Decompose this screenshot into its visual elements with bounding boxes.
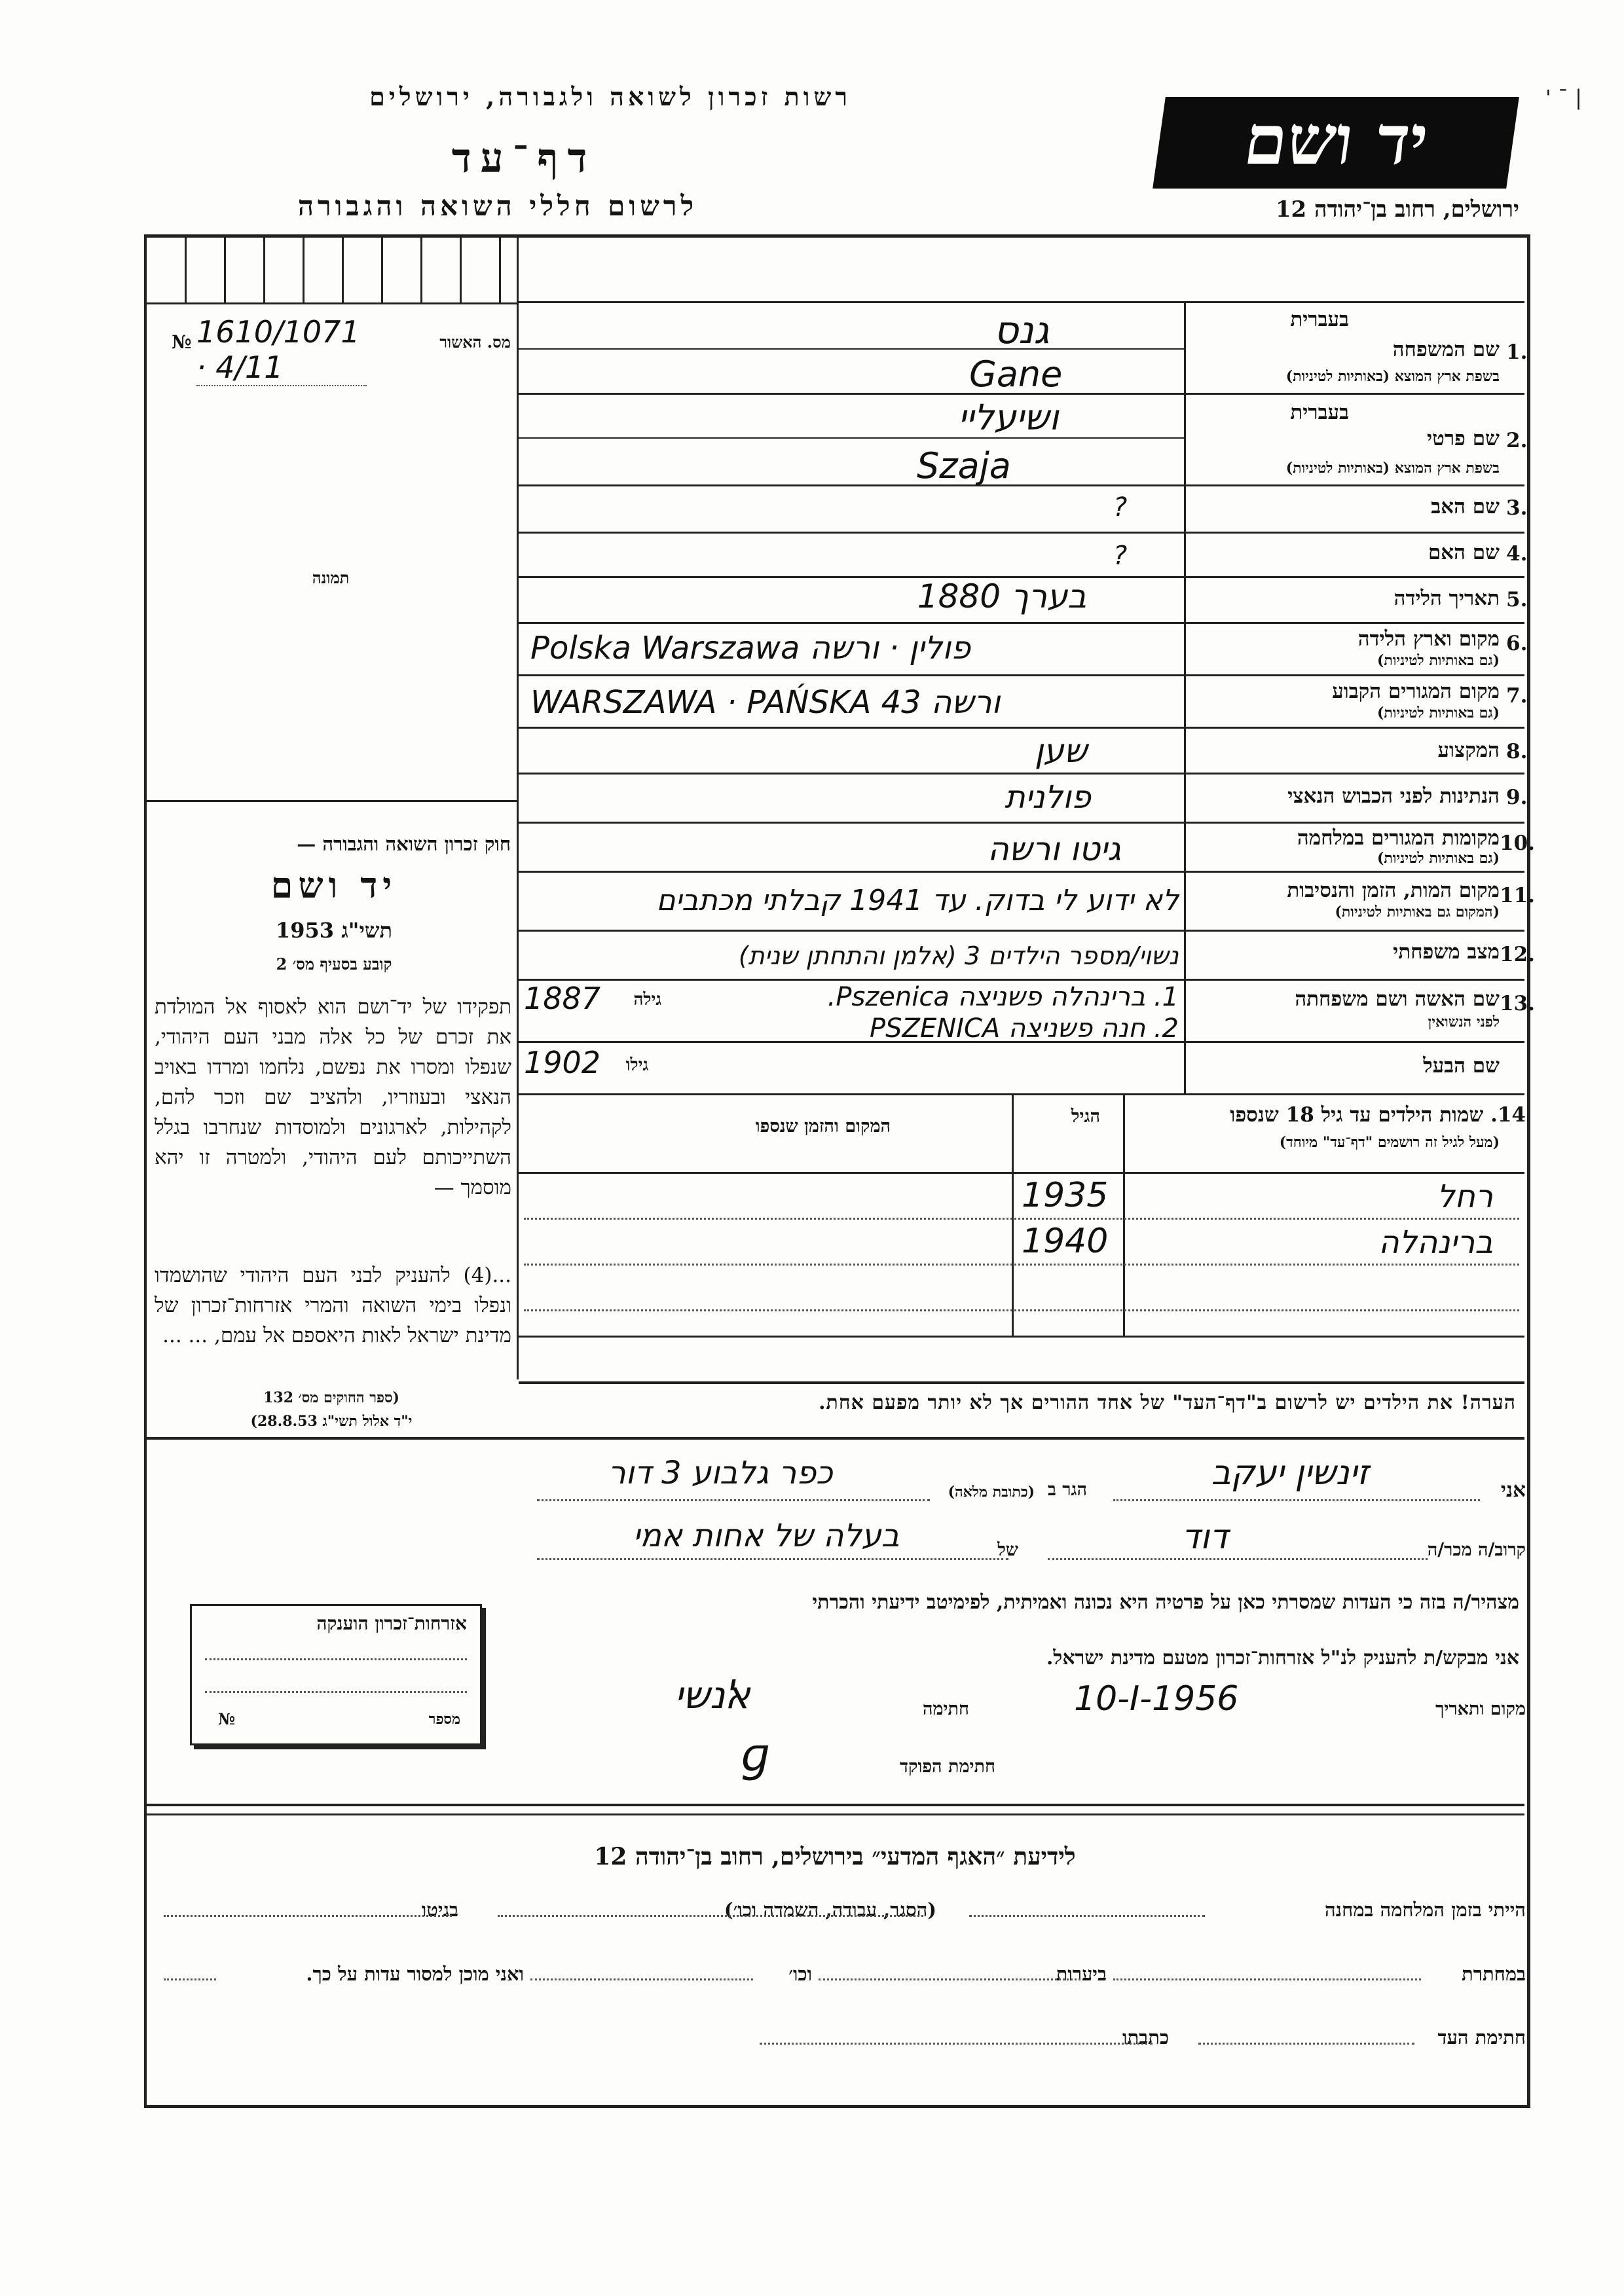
photo-label: תמונה: [312, 568, 350, 587]
label-column-divider: [1184, 301, 1186, 1093]
field-sub-2: בשפת ארץ המוצא (באותיות לטיניות): [1285, 460, 1500, 477]
field-num-3: 3.: [1506, 496, 1528, 520]
footer-l1-a: הייתי בזמן המלחמה במחנה: [1324, 1899, 1526, 1921]
law-text-2: ...(4) להעניק לבני העם היהודי שהושמדו ונפלו בימי השואה והמרי אזרחות־זכרון של מדינת ישראל לאות היאספם אל עמם, ... ...: [155, 1264, 511, 1347]
footer-title: לידיעת ״האגף המדעי״ בירושלים, רחוב בן־יהודה 12: [594, 1843, 1076, 1870]
law-name: יד ושם: [270, 864, 397, 906]
decl-date-value: 10-I-1956: [1074, 1679, 1239, 1719]
address: ירושלים, רחוב בן־יהודה 12: [1275, 196, 1519, 223]
law-text-1: תפקידו של יד־ושם הוא לאסוף אל המולדת את זכרם של כל אלה מבני העם היהודי, שנפלו ומסרו את נפשם, נלחמו ומרדו באויב הנאצי ובעוזריו, ולהציב שם וזכר להם, לקהילות, לארגונים ולמוסדות שנחרבו בגלל השתייכותם לעם היהודי, ולמטרה זו יהא מוסמך —: [155, 995, 511, 1199]
yad-vashem-logo: [1153, 97, 1519, 189]
decl-full-address: (כתובת מלאה): [948, 1484, 1035, 1501]
field-num-5: 5.: [1506, 588, 1528, 611]
decl-of-value: בעלה של אחות אמי: [633, 1518, 900, 1554]
approval-label: מס. האשור: [439, 333, 511, 352]
wife-2-age-label: גילו: [625, 1055, 648, 1075]
field-num-8: 8.: [1506, 740, 1528, 763]
field-label-10: מקומות המגורים במלחמה: [1297, 826, 1500, 850]
approval-number: 1610/1071 · 4/11: [196, 314, 367, 386]
code-boxes: [147, 237, 517, 304]
form-subtitle: לרשום חללי השואה והגבורה: [297, 190, 698, 222]
citizenship-box-number: מספר: [428, 1711, 460, 1728]
citizenship-box: [190, 1604, 482, 1745]
top-row-line: [519, 301, 1524, 303]
field-num-2: 2.: [1506, 429, 1528, 452]
field-label-11: מקום המות, הזמן והנסיבות: [1287, 879, 1500, 902]
field-num-12: 12.: [1500, 943, 1535, 966]
field-num-9: 9.: [1506, 786, 1528, 809]
logo-corner-mark: ' ˉ |: [1545, 85, 1582, 110]
law-date: י"ד אלול תשי"ג 28.8.53): [250, 1413, 413, 1430]
decl-address-value: כפר גלבוע 3 דור: [608, 1455, 833, 1491]
value-mother: ?: [1113, 541, 1128, 571]
in-hebrew-2: בעברית: [1290, 401, 1349, 424]
field-label-7: מקום המגורים הקבוע: [1332, 680, 1500, 703]
decl-signature-value: ﭏנשי: [674, 1673, 749, 1717]
form-title: דף־עד: [451, 134, 597, 182]
footer-l2-a: במחתרת: [1462, 1963, 1526, 1985]
note-top-line: [519, 1381, 1524, 1384]
footer-l1-b: (הסגר, עבודה, השמדה וכו׳): [724, 1899, 936, 1921]
value-death-place: לא ידוע לי בדוק. עד 1941 קבלתי מכתבים: [656, 884, 1179, 917]
authority-line: רשות זכרון לשואה ולגבורה, ירושלים: [369, 82, 851, 111]
field-label-1: שם המשפחה: [1392, 338, 1500, 361]
wife-1-age-label: גילה: [633, 990, 661, 1010]
decl-of-label: של: [997, 1540, 1018, 1560]
law-ref: קובע בסעיף מס׳ 2: [276, 955, 392, 974]
field-num-7: 7.: [1506, 684, 1528, 708]
footer-l3-b: כתבתו: [1122, 2026, 1169, 2049]
field-label-2: שם פרטי: [1426, 427, 1500, 450]
field-sub-10: (גם באותיות לטיניות): [1376, 850, 1500, 867]
value-birth-date: בערך 1880: [917, 577, 1087, 615]
field-label-8: המקצוע: [1437, 738, 1500, 762]
value-surname-latin: Gane: [969, 354, 1063, 395]
footer-frame: [144, 1804, 1530, 2108]
child-2-age: 1940: [1022, 1222, 1109, 1261]
approval-no-symbol: №: [172, 331, 192, 353]
field-label-9: הנתינות לפני הכבוש הנאצי: [1287, 784, 1500, 808]
value-surname-hebrew: גנס: [993, 308, 1050, 352]
field-label-13: שם האשה ושם משפחתה: [1295, 987, 1500, 1011]
child-1-name: רחל: [1437, 1178, 1493, 1215]
value-wife-2-year: 1902: [524, 1045, 601, 1080]
field-sub-7: (גם באותיות לטיניות): [1376, 704, 1500, 721]
citizenship-box-title: אזרחות־זכרון הוענקה: [316, 1613, 467, 1634]
officer-signature-mark: ɡ: [740, 1728, 769, 1782]
footer-l2-c: וכו׳: [788, 1963, 812, 1985]
field-label-3: שם האב: [1431, 495, 1500, 519]
value-firstname-hebrew: ושיעליי: [958, 397, 1059, 438]
field-num-13: 13.: [1500, 992, 1535, 1015]
value-birth-place: Polska Warszawa פולין · ורשה: [530, 630, 971, 666]
value-wife-1-year: 1887: [524, 981, 601, 1016]
child-2-name: ברינהלה: [1378, 1224, 1493, 1261]
col-place-header: המקום והזמן שנספו: [755, 1116, 891, 1137]
decl-place-date-label: מקום ותאריך: [1435, 1699, 1526, 1719]
child-1-age: 1935: [1022, 1176, 1109, 1215]
decl-relative-value: דוד: [1181, 1518, 1228, 1557]
children-note: הערה! את הילדים יש לרשום ב"דף־העד" של אחד ההורים אך לא יותר מפעם אחת.: [819, 1391, 1516, 1414]
law-year: תשי"ג 1953: [276, 918, 392, 943]
value-profession: שען: [1034, 732, 1088, 770]
footer-l3-a: חתימת העד: [1437, 2026, 1526, 2049]
decl-relative-label: קרוב/ה מכר/ה: [1427, 1540, 1526, 1560]
field-num-1: 1.: [1506, 340, 1528, 364]
children-table-sub: (מעל לגיל זה רושמים "דף־עד" מיוחד): [1279, 1134, 1500, 1151]
footer-l1-c: בגיטו: [421, 1899, 458, 1921]
field-label-6: מקום וארץ הלידה: [1357, 627, 1500, 651]
children-table-label: 14. שמות הילדים עד גיל 18 שנספו: [1230, 1103, 1526, 1127]
field-label-12: מצב משפחתי: [1393, 940, 1500, 964]
field-sub-13: לפני הנשואין: [1428, 1013, 1500, 1030]
value-marital-status: נשוי/מספר הילדים 3 (אלמן והתחתן שנית): [738, 941, 1179, 970]
law-title: חוק זכרון השואה והגבורה —: [297, 833, 511, 855]
law-source: (ספר החוקים מס׳ 132: [263, 1389, 399, 1406]
footer-l2-b: ביערות: [1056, 1963, 1107, 1985]
value-wife-2: 2. חנה פשניצה PSZENICA: [870, 1013, 1179, 1044]
field-num-4: 4.: [1506, 542, 1528, 566]
decl-officer-signature-label: חתימת הפוקד: [900, 1757, 995, 1777]
field-label-5: תאריך הלידה: [1393, 587, 1500, 610]
field-num-10: 10.: [1500, 831, 1535, 855]
logo-text: יד ושם: [1239, 100, 1433, 180]
field-label-4: שם האם: [1428, 541, 1500, 564]
value-nationality: פולנית: [1005, 779, 1091, 816]
field-num-11: 11.: [1500, 884, 1535, 907]
decl-statement-1: מצהיר/ה בזה כי העדות שמסרתי כאן על פרטיה היא נכונה ואמיתית, לפימיטב ידיעתי והכרתי: [812, 1591, 1519, 1614]
decl-statement-2: אני מבקש/ת להעניק לנ"ל אזרחות־זכרון מטעם מדינת ישראל.: [1046, 1647, 1519, 1669]
field-num-6: 6.: [1506, 632, 1528, 655]
decl-name-value: זינשין יעקב: [1211, 1453, 1369, 1493]
photo-box-bottom: [147, 800, 517, 802]
decl-ani: אני: [1500, 1478, 1526, 1502]
field-sub-6: (גם באותיות לטיניות): [1376, 652, 1500, 669]
in-hebrew-1: בעברית: [1290, 308, 1349, 331]
field-sub-11: (המקום גם באותיות לטיניות): [1335, 903, 1500, 920]
note-bottom-line: [147, 1437, 1524, 1440]
value-residence: WARSZAWA · PAŃSKA 43 ורשה: [530, 684, 1001, 721]
col-age-header: הגיל: [1071, 1106, 1100, 1127]
decl-signature-label: חתימה: [922, 1699, 969, 1719]
citizenship-box-no-symbol: №: [218, 1709, 236, 1728]
footer-l2-d: ואני מוכן למסור עדות על כך.: [306, 1963, 524, 1985]
value-firstname-latin: Szaja: [917, 445, 1011, 486]
value-father: ?: [1113, 492, 1128, 522]
decl-lives-at: הגר ב: [1047, 1480, 1087, 1500]
field-label-husband: שם הבעל: [1423, 1054, 1500, 1078]
sidebar-divider: [517, 237, 519, 1379]
field-sub-1: בשפת ארץ המוצא (באותיות לטיניות): [1285, 368, 1500, 385]
value-wife-1: 1. ברינהלה פשניצה Pszenica.: [827, 982, 1179, 1012]
value-wartime-residence: גיטו ורשה: [987, 830, 1121, 868]
